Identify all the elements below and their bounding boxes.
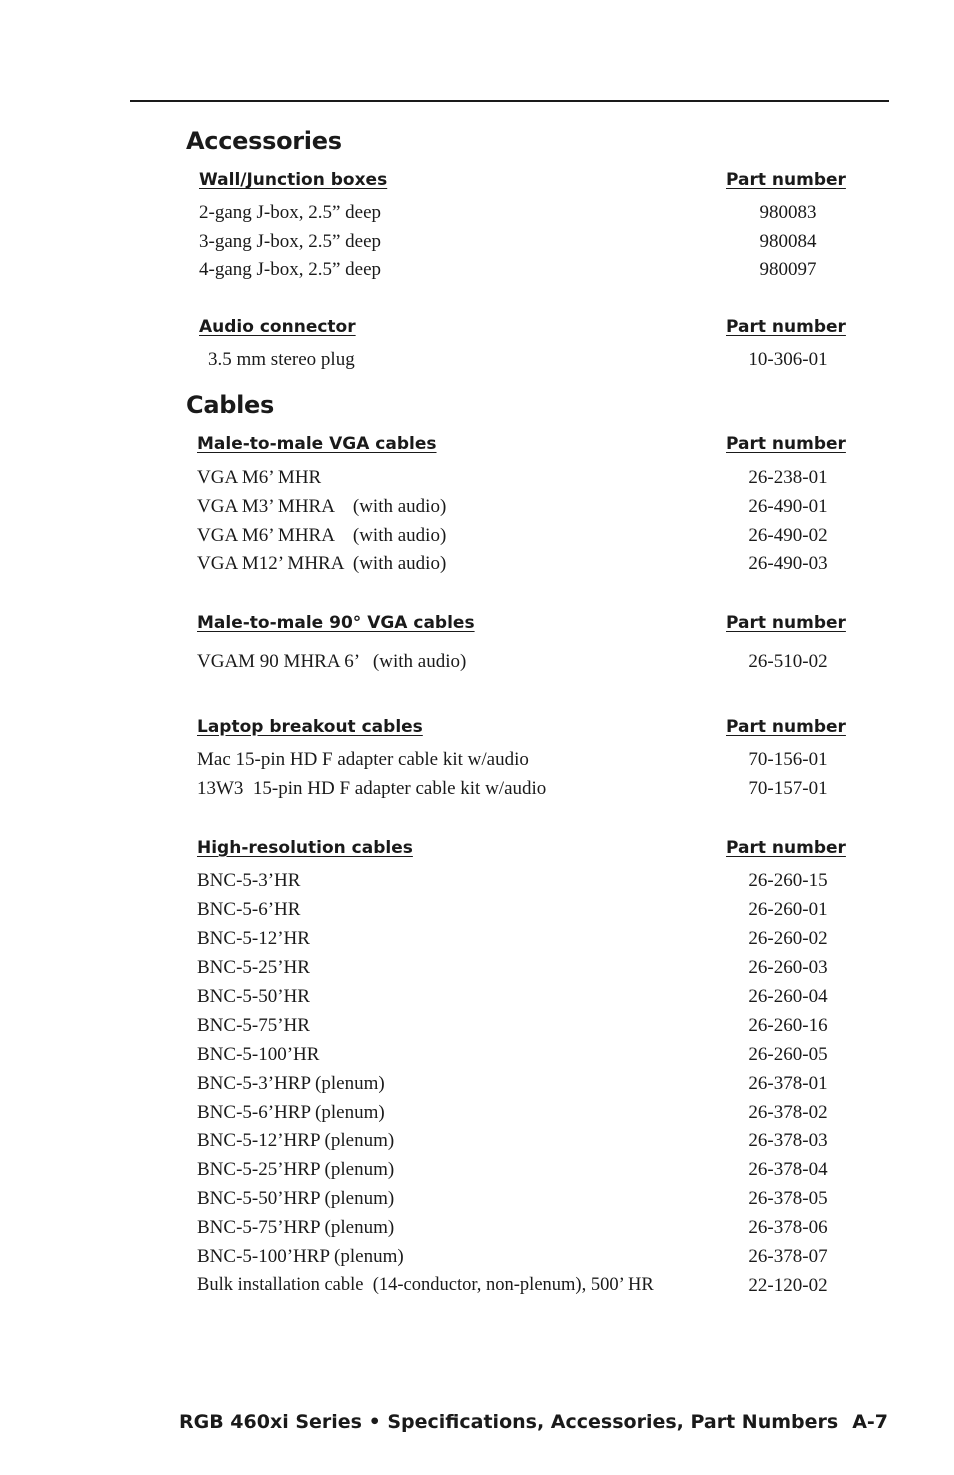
wall-boxes-part-number-header: Part number <box>726 170 846 190</box>
part-number: 26-378-05 <box>748 1188 828 1209</box>
part-number: 10-306-01 <box>748 349 828 370</box>
table-row <box>199 198 839 227</box>
table-row <box>197 647 837 676</box>
item-name: VGA M6’ MHRA (with audio) <box>197 525 447 546</box>
footer-title: RGB 460xi Series • Specifications, Accessories, Part Numbers <box>178 1411 839 1433</box>
part-number: 70-156-01 <box>748 749 828 770</box>
table-row <box>197 982 837 1011</box>
item-name: VGAM 90 MHRA 6’ (with audio) <box>197 651 467 672</box>
hires-part-number-header: Part number <box>726 838 846 858</box>
vga-cables-header: Male-to-male VGA cables <box>197 434 437 454</box>
item-name: BNC-5-50’HRP (plenum) <box>197 1188 395 1209</box>
part-number: 26-378-06 <box>748 1217 828 1238</box>
item-name: 3-gang J-box, 2.5” deep <box>199 231 382 252</box>
part-number: 980083 <box>759 202 817 223</box>
vga-part-number-header: Part number <box>726 434 846 454</box>
part-number: 26-260-16 <box>748 1015 828 1036</box>
item-name: BNC-5-75’HRP (plenum) <box>197 1217 395 1238</box>
part-number: 980084 <box>759 231 817 252</box>
table-row <box>197 924 837 953</box>
page-footer <box>179 1408 888 1436</box>
item-name: BNC-5-50’HR <box>197 986 310 1007</box>
table-row <box>197 895 837 924</box>
page-number: A-7 <box>852 1411 888 1433</box>
part-number: 26-260-05 <box>748 1044 828 1065</box>
top-rule <box>130 100 889 102</box>
audio-connector-header: Audio connector <box>199 317 356 337</box>
item-name: BNC-5-3’HR <box>197 870 301 891</box>
item-name: BNC-5-12’HRP (plenum) <box>197 1130 395 1151</box>
laptop-part-number-header: Part number <box>726 717 846 737</box>
part-number: 26-378-02 <box>748 1102 828 1123</box>
table-row <box>197 1126 837 1155</box>
accessories-heading: Accessories <box>186 127 342 155</box>
item-name: Bulk installation cable (14-conductor, non-plenum), 500’ HR <box>197 1275 654 1295</box>
part-number: 980097 <box>759 259 817 280</box>
part-number: 26-260-02 <box>748 928 828 949</box>
item-name: BNC-5-100’HRP (plenum) <box>197 1246 404 1267</box>
table-row <box>197 1069 837 1098</box>
item-name: BNC-5-25’HRP (plenum) <box>197 1159 395 1180</box>
table-row <box>197 1011 837 1040</box>
item-name: 2-gang J-box, 2.5” deep <box>199 202 382 223</box>
item-name: VGA M12’ MHRA (with audio) <box>197 553 447 574</box>
part-number: 26-490-01 <box>748 496 828 517</box>
table-row <box>197 1098 837 1127</box>
part-number: 26-260-01 <box>748 899 828 920</box>
table-row <box>197 1155 837 1184</box>
table-row <box>197 1184 837 1213</box>
audio-part-number-header: Part number <box>726 317 846 337</box>
table-row <box>199 227 839 256</box>
table-row <box>197 866 837 895</box>
item-name: BNC-5-75’HR <box>197 1015 310 1036</box>
table-row <box>197 492 837 521</box>
laptop-cables-header: Laptop breakout cables <box>197 717 423 737</box>
hires-cables-header: High-resolution cables <box>197 838 413 858</box>
part-number: 26-260-15 <box>748 870 828 891</box>
part-number: 26-260-03 <box>748 957 828 978</box>
table-row <box>197 745 837 774</box>
item-name: BNC-5-6’HRP (plenum) <box>197 1102 385 1123</box>
table-row <box>197 774 837 803</box>
part-number: 26-378-01 <box>748 1073 828 1094</box>
table-row <box>199 255 839 284</box>
part-number: 26-260-04 <box>748 986 828 1007</box>
part-number: 26-510-02 <box>748 651 828 672</box>
item-name: Mac 15-pin HD F adapter cable kit w/audio <box>197 749 529 770</box>
cables-heading: Cables <box>186 391 274 419</box>
item-name: BNC-5-12’HR <box>197 928 310 949</box>
part-number: 70-157-01 <box>748 778 828 799</box>
part-number: 26-378-07 <box>748 1246 828 1267</box>
table-row <box>197 463 837 492</box>
wall-boxes-header: Wall/Junction boxes <box>199 170 388 190</box>
vga90-cables-header: Male-to-male 90° VGA cables <box>197 613 475 633</box>
part-number: 26-378-04 <box>748 1159 828 1180</box>
table-row <box>197 1271 837 1300</box>
table-row <box>197 953 837 982</box>
item-name: BNC-5-25’HR <box>197 957 310 978</box>
table-row <box>197 1213 837 1242</box>
table-row <box>197 521 837 550</box>
part-number: 26-238-01 <box>748 467 828 488</box>
item-name: VGA M3’ MHRA (with audio) <box>197 496 447 517</box>
item-name: BNC-5-100’HR <box>197 1044 320 1065</box>
part-number: 26-490-02 <box>748 525 828 546</box>
item-name: BNC-5-6’HR <box>197 899 301 920</box>
table-row <box>208 345 848 374</box>
item-name: 13W3 15-pin HD F adapter cable kit w/audio <box>197 778 547 799</box>
table-row <box>197 1242 837 1271</box>
vga90-part-number-header: Part number <box>726 613 846 633</box>
table-row <box>197 1040 837 1069</box>
item-name: BNC-5-3’HRP (plenum) <box>197 1073 385 1094</box>
item-name: VGA M6’ MHR <box>197 467 322 488</box>
item-name: 4-gang J-box, 2.5” deep <box>199 259 382 280</box>
part-number: 26-490-03 <box>748 553 828 574</box>
item-name: 3.5 mm stereo plug <box>208 349 355 370</box>
table-row <box>197 549 837 578</box>
part-number: 22-120-02 <box>748 1275 828 1296</box>
part-number: 26-378-03 <box>748 1130 828 1151</box>
